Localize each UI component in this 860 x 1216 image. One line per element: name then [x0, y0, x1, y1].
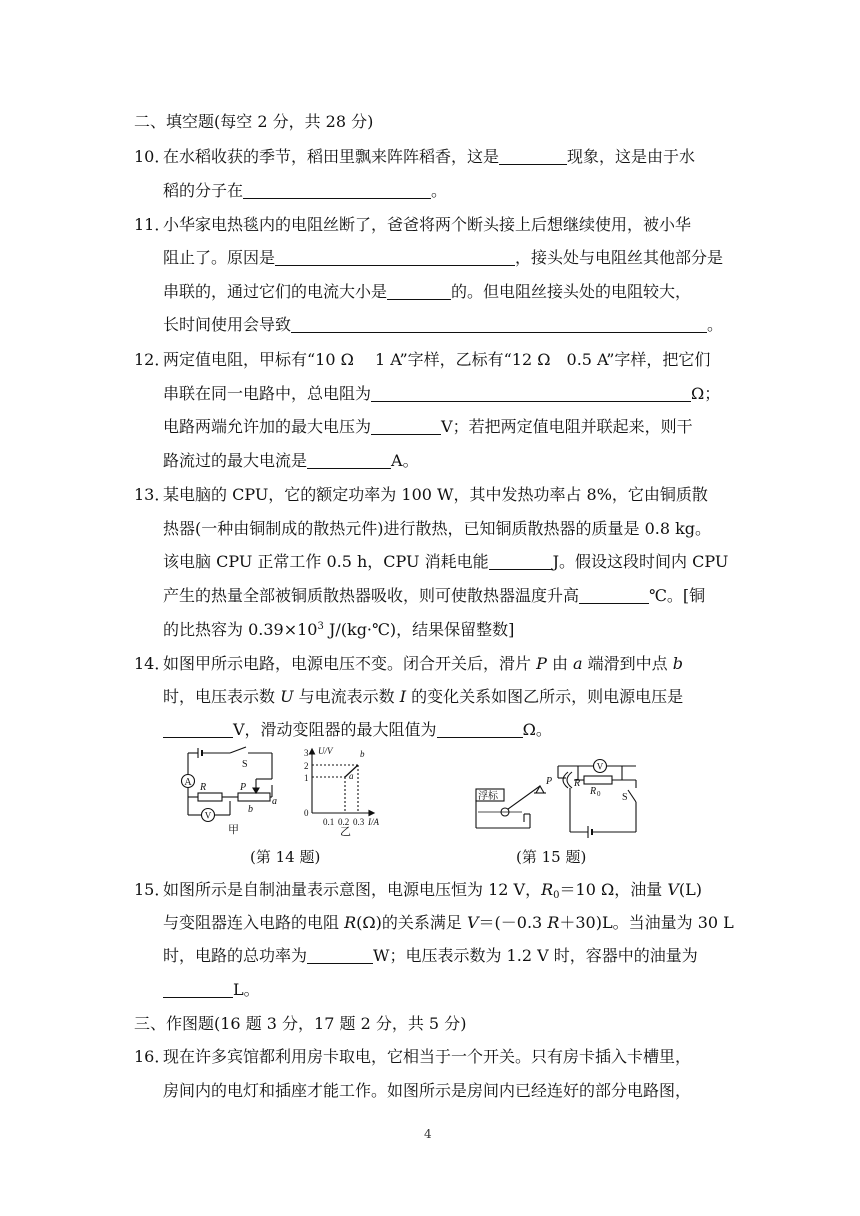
svg-text:0: 0 — [597, 790, 601, 798]
question-13-number: 13． — [134, 485, 171, 504]
figure-15-caption: (第 15 题) — [516, 848, 587, 866]
answer-blank[interactable] — [371, 418, 441, 435]
question-11-line-3: 串联的，通过它们的电流大小是 的。但电阻丝接头处的电阻较大， — [163, 282, 692, 301]
question-15-number: 15． — [134, 880, 171, 899]
question-12-line-1: 两定值电阻，甲标有“10 Ω 1 A”字样，乙标有“12 Ω 0.5 A”字样，把它们 — [163, 350, 711, 369]
page-number: 4 — [424, 1127, 432, 1141]
question-14-line-3: V，滑动变阻器的最大阻值为 Ω。 — [163, 720, 552, 740]
question-13-line-5: 的比热容为 $0.39\times 10^3$ J/(kg·℃)，结果保留整数] — [163, 620, 515, 639]
question-11-line-2: 阻止了。原因是 ，接头处与电阻丝其他部分是 — [163, 248, 724, 267]
question-10-line-2: 稻的分子在 。 — [163, 181, 448, 200]
svg-text:浮标: 浮标 — [478, 791, 498, 802]
answer-blank[interactable] — [437, 721, 523, 738]
svg-text:U/V: U/V — [318, 746, 333, 756]
question-12-line-3: 电路两端允许加的最大电压为 V；若把两定值电阻并联起来，则干 — [163, 417, 693, 436]
question-10-number: 10． — [134, 147, 171, 166]
svg-text:0.3: 0.3 — [353, 817, 365, 827]
svg-text:S: S — [622, 792, 628, 803]
answer-blank[interactable] — [499, 148, 567, 165]
question-14-number: 14． — [134, 654, 171, 673]
figure-14-caption: (第 14 题) — [250, 848, 321, 866]
figure-14 — [170, 745, 410, 840]
svg-text:a: a — [272, 796, 277, 807]
answer-blank[interactable] — [163, 981, 233, 998]
question-13-line-1: 某电脑的 CPU，它的额定功率为 100 W，其中发热功率占 8%，它由铜质散 — [163, 485, 708, 504]
svg-text:V: V — [204, 810, 212, 821]
question-12-line-4: 路流过的最大电流是 A。 — [163, 451, 419, 470]
svg-text:0.2: 0.2 — [338, 817, 350, 827]
svg-text:S: S — [242, 759, 248, 770]
svg-text:b: b — [360, 749, 365, 759]
svg-text:R: R — [590, 786, 597, 797]
question-14-line-1: 如图甲所示电路，电源电压不变。闭合开关后，滑片 P 由 a 端滑到中点 b — [163, 654, 684, 673]
question-13-line-2: 热器(一种由铜制成的散热元件)进行散热，已知铜质散热器的质量是 0.8 kg。 — [163, 519, 712, 538]
answer-blank[interactable] — [307, 947, 373, 964]
answer-blank[interactable] — [163, 721, 233, 738]
question-13-line-4: 产生的热量全部被铜质散热器吸收，则可使散热器温度升高 ℃。[铜 — [163, 586, 706, 605]
svg-text:1: 1 — [304, 773, 309, 783]
question-11-line-1: 小华家电热毯内的电阻丝断了，爸爸将两个断头接上后想继续使用，被小华 — [163, 215, 692, 234]
svg-text:b: b — [248, 804, 253, 815]
question-16-line-2: 房间内的电灯和插座才能工作。如图所示是房间内已经连好的部分电路图， — [163, 1081, 692, 1100]
question-15-line-3: 时，电路的总功率为 W；电压表示数为 1.2 V 时，容器中的油量为 — [163, 946, 698, 965]
svg-text:A: A — [184, 777, 192, 788]
answer-blank[interactable] — [291, 316, 707, 333]
svg-text:3: 3 — [304, 748, 309, 758]
question-14-line-2: 时，电压表示数 U 与电流表示数 I 的变化关系如图乙所示，则电源电压是 — [163, 687, 684, 706]
question-15-line-4: L。 — [163, 980, 260, 1000]
question-11-number: 11． — [134, 215, 171, 234]
answer-blank[interactable] — [275, 249, 515, 266]
section-3-title: 三、作图题(16 题 3 分，17 题 2 分，共 5 分) — [134, 1014, 467, 1033]
svg-text:0: 0 — [304, 808, 309, 818]
answer-blank[interactable] — [307, 452, 391, 469]
question-13-line-3: 该电脑 CPU 正常工作 0.5 h，CPU 消耗电能 J。假设这段时间内 CPU — [163, 552, 729, 571]
answer-blank[interactable] — [579, 587, 649, 604]
answer-blank[interactable] — [371, 385, 691, 402]
question-10-line-1: 在水稻收获的季节，稻田里飘来阵阵稻香，这是 现象，这是由于水 — [163, 147, 696, 166]
svg-text:乙: 乙 — [340, 826, 351, 838]
svg-text:甲: 甲 — [228, 824, 239, 836]
question-15-line-1: 如图所示是自制油量表示意图，电源电压恒为 12 V，$R_0=10$ Ω，油量 V(L) — [163, 880, 702, 901]
question-15-line-2: 与变阻器连入电路的电阻 R(Ω)的关系满足 V＝(－0.3 R＋30)L。当油量为 30 L — [163, 913, 734, 932]
svg-text:R: R — [200, 782, 207, 793]
question-16-line-1: 现在许多宾馆都利用房卡取电，它相当于一个开关。只有房卡插入卡槽里， — [163, 1047, 692, 1066]
question-11-line-4: 长时间使用会导致 。 — [163, 315, 724, 334]
answer-blank[interactable] — [243, 182, 431, 199]
svg-text:P: P — [240, 782, 247, 793]
question-16-number: 16． — [134, 1047, 171, 1066]
svg-text:I/A: I/A — [368, 817, 379, 827]
section-2-title: 二、填空题(每空 2 分，共 28 分) — [134, 112, 374, 131]
svg-text:a: a — [349, 771, 354, 781]
question-12-line-2: 串联在同一电路中，总电阻为 Ω； — [163, 384, 721, 403]
question-12-number: 12． — [134, 350, 171, 369]
answer-blank[interactable] — [387, 283, 451, 300]
figure-15 — [470, 748, 640, 843]
svg-text:2: 2 — [304, 761, 309, 771]
svg-text:0.1: 0.1 — [323, 817, 335, 827]
svg-text:V: V — [596, 761, 604, 772]
svg-text:P: P — [546, 776, 553, 787]
answer-blank[interactable] — [489, 553, 553, 570]
svg-text:R: R — [574, 778, 581, 789]
